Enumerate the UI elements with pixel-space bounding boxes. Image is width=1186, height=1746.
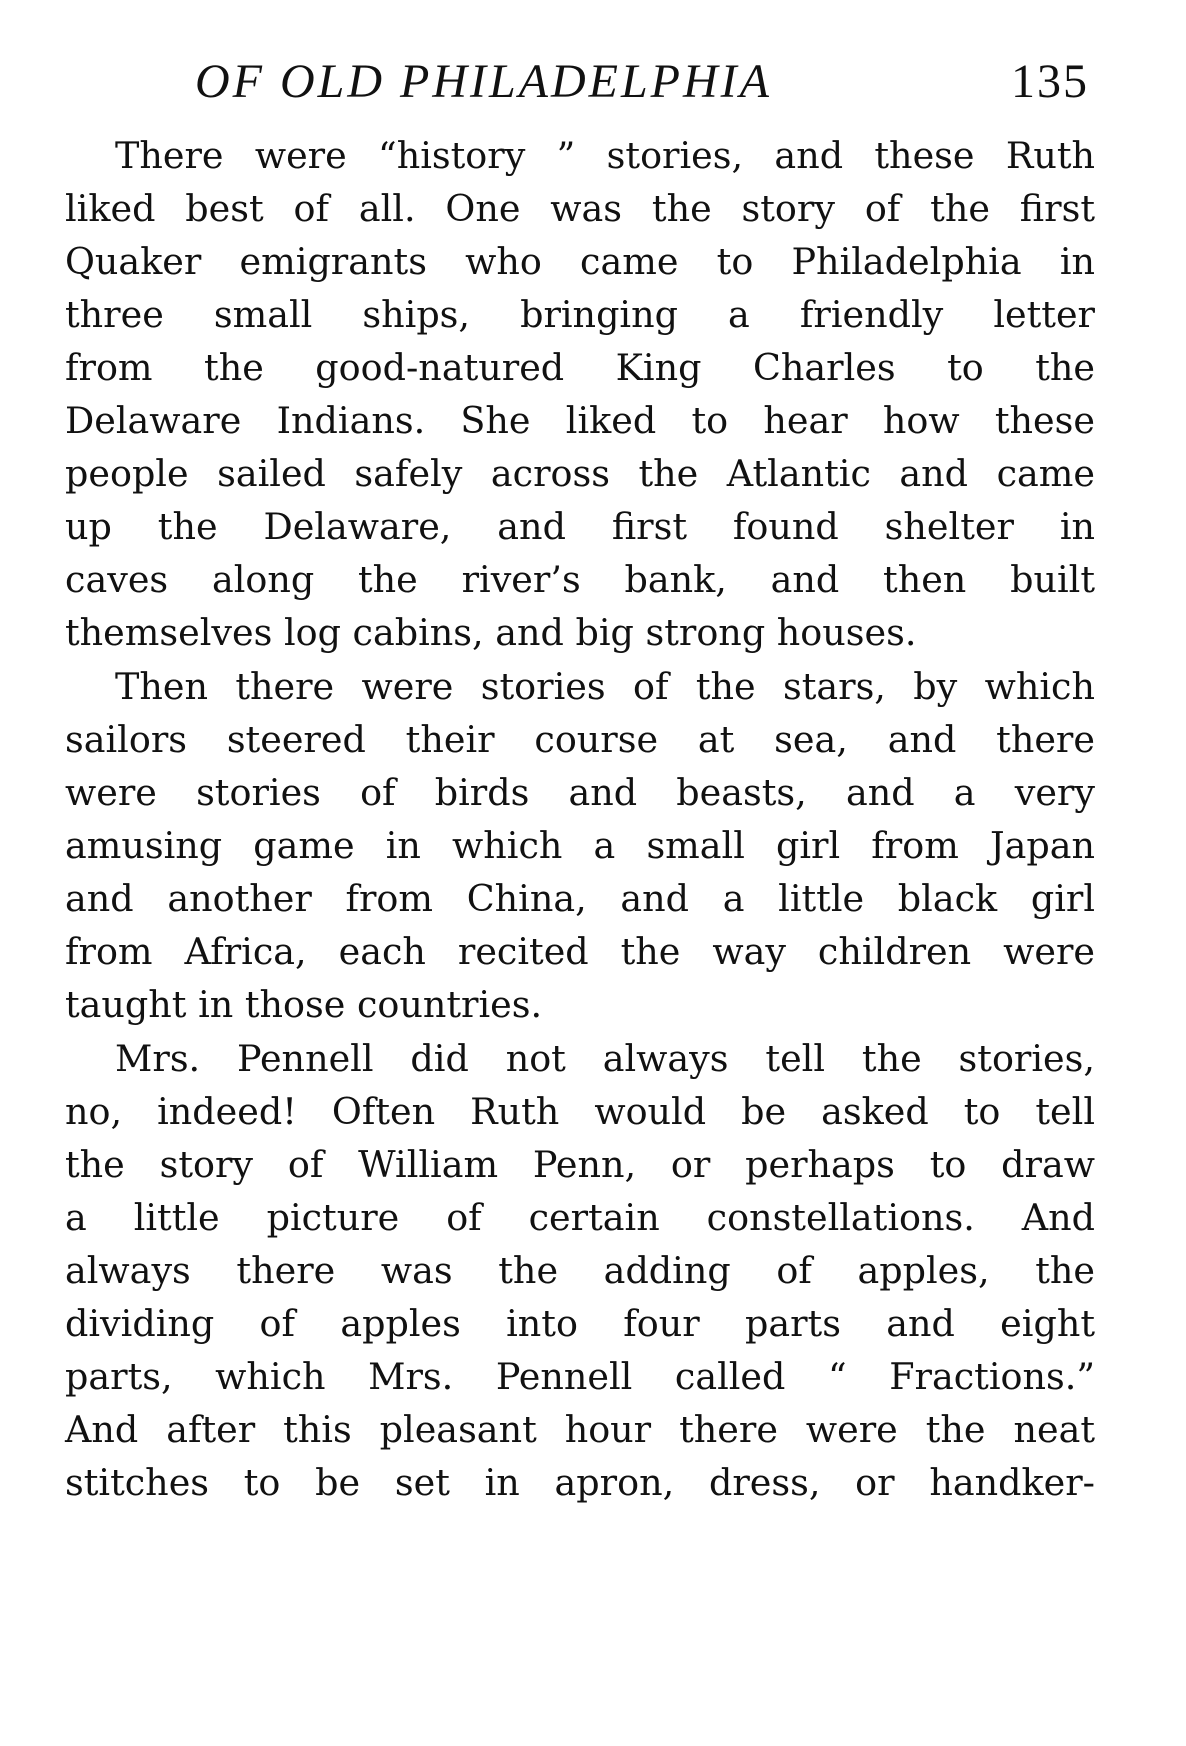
text-line: always there was the adding of apples, the — [65, 1249, 1095, 1292]
running-head-title: OF OLD PHILADELPHIA — [195, 55, 772, 108]
text-line: the story of William Penn, or perhaps to draw — [65, 1143, 1095, 1186]
text-line: from the good-natured King Charles to the — [65, 346, 1095, 389]
text-line: a little picture of certain constellations. And — [65, 1196, 1095, 1239]
text-line: dividing of apples into four parts and eight — [65, 1302, 1095, 1345]
text-line: And after this pleasant hour there were the neat — [65, 1408, 1095, 1451]
text-line: parts, which Mrs. Pennell called “ Fractions.” — [65, 1355, 1095, 1398]
text-line: Mrs. Pennell did not always tell the stories, — [115, 1037, 1095, 1080]
text-line: stitches to be set in apron, dress, or handker- — [65, 1461, 1095, 1504]
text-line: There were “history ” stories, and these Ruth — [115, 134, 1095, 177]
page-number: 135 — [1011, 55, 1089, 108]
text-line: three small ships, bringing a friendly letter — [65, 293, 1095, 336]
text-line: were stories of birds and beasts, and a very — [65, 771, 1095, 814]
text-line: Then there were stories of the stars, by which — [115, 665, 1095, 708]
text-line: people sailed safely across the Atlantic and came — [65, 452, 1095, 495]
text-line: up the Delaware, and first found shelter in — [65, 505, 1095, 548]
text-line: caves along the river’s bank, and then built — [65, 558, 1095, 601]
text-line: from Africa, each recited the way children were — [65, 930, 1095, 973]
text-line: taught in those countries. — [65, 983, 543, 1026]
text-line: Quaker emigrants who came to Philadelphia in — [65, 240, 1095, 283]
text-line: and another from China, and a little black girl — [65, 877, 1095, 920]
text-line: amusing game in which a small girl from Japan — [65, 824, 1095, 867]
text-line: liked best of all. One was the story of the first — [65, 187, 1095, 230]
text-line: themselves log cabins, and big strong houses. — [65, 611, 917, 654]
text-line: sailors steered their course at sea, and there — [65, 718, 1095, 761]
text-line: Delaware Indians. She liked to hear how these — [65, 399, 1095, 442]
text-line: no, indeed! Often Ruth would be asked to tell — [65, 1090, 1095, 1133]
